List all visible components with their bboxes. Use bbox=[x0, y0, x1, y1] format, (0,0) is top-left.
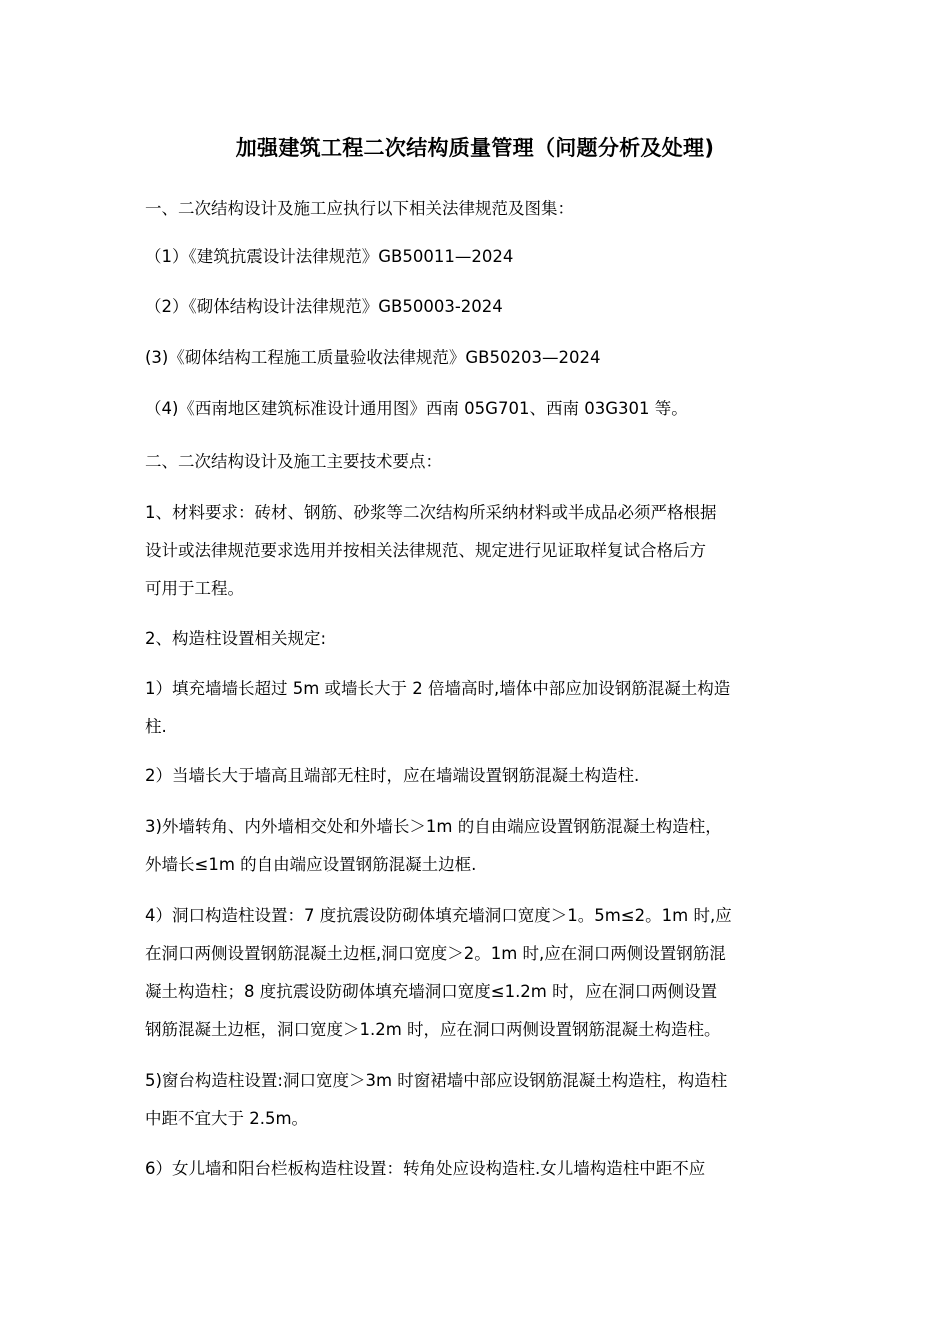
text-line: 二、二次结构设计及施工主要技术要点： bbox=[145, 452, 442, 471]
sub-point-4 bbox=[145, 897, 810, 1049]
section-1-heading bbox=[145, 190, 810, 228]
text-line: 2、构造柱设置相关规定: bbox=[145, 629, 327, 648]
text-line: 1、材料要求：砖材、钢筋、砂浆等二次结构所采纳材料或半成品必须严格根据 bbox=[145, 503, 717, 522]
sub-point-2 bbox=[145, 757, 810, 795]
section-2-heading bbox=[145, 443, 810, 481]
reference-item-4 bbox=[145, 390, 810, 428]
text-line: 5)窗台构造柱设置:洞口宽度＞3m 时窗裙墙中部应设钢筋混凝土构造柱，构造柱 bbox=[145, 1071, 728, 1090]
text-line: 中距不宜大于 2.5m。 bbox=[145, 1109, 309, 1128]
text-line: 在洞口两侧设置钢筋混凝土边框,洞口宽度＞2。1m 时,应在洞口两侧设置钢筋混 bbox=[145, 944, 726, 963]
text-line: 凝土构造柱；8 度抗震设防砌体填充墙洞口宽度≤1.2m 时，应在洞口两侧设置 bbox=[145, 982, 718, 1001]
reference-item-1 bbox=[145, 238, 810, 276]
text-line: 设计或法律规范要求选用并按相关法律规范、规定进行见证取样复试合格后方 bbox=[145, 541, 706, 560]
sub-point-6 bbox=[145, 1150, 810, 1188]
text-line: 6）女儿墙和阳台栏板构造柱设置：转角处应设构造柱.女儿墙构造柱中距不应 bbox=[145, 1159, 706, 1178]
text-line: 可用于工程。 bbox=[145, 579, 244, 598]
text-line: （2）《砌体结构设计法律规范》GB50003-2024 bbox=[145, 297, 503, 316]
reference-item-3 bbox=[145, 339, 810, 377]
document-title: 加强建筑工程二次结构质量管理（问题分析及处理) bbox=[235, 136, 715, 160]
text-line: （1）《建筑抗震设计法律规范》GB50011—2024 bbox=[145, 247, 514, 266]
text-line: 4）洞口构造柱设置：7 度抗震设防砌体填充墙洞口宽度＞1。5m≤2。1m 时,应 bbox=[145, 906, 732, 925]
text-line: 外墙长≤1m 的自由端应设置钢筋混凝土边框. bbox=[145, 855, 477, 874]
sub-point-1 bbox=[145, 670, 810, 746]
text-line: (3)《砌体结构工程施工质量验收法律规范》GB50203—2024 bbox=[145, 348, 601, 367]
text-line: 柱. bbox=[145, 717, 167, 736]
text-line: 2）当墙长大于墙高且端部无柱时，应在墙端设置钢筋混凝土构造柱. bbox=[145, 766, 640, 785]
sub-point-3 bbox=[145, 808, 810, 884]
reference-item-2 bbox=[145, 288, 810, 326]
point-materials bbox=[145, 494, 810, 608]
point-constructional-column bbox=[145, 620, 810, 658]
sub-point-5 bbox=[145, 1062, 810, 1138]
text-line: 钢筋混凝土边框，洞口宽度＞1.2m 时，应在洞口两侧设置钢筋混凝土构造柱。 bbox=[145, 1020, 721, 1039]
text-line: 1）填充墙墙长超过 5m 或墙长大于 2 倍墙高时,墙体中部应加设钢筋混凝土构造 bbox=[145, 679, 731, 698]
text-line: 3)外墙转角、内外墙相交处和外墙长＞1m 的自由端应设置钢筋混凝土构造柱， bbox=[145, 817, 722, 836]
text-line: （4)《西南地区建筑标准设计通用图》西南 05G701、西南 03G301 等。 bbox=[145, 399, 688, 418]
text-line: 一、二次结构设计及施工应执行以下相关法律规范及图集： bbox=[145, 199, 574, 218]
